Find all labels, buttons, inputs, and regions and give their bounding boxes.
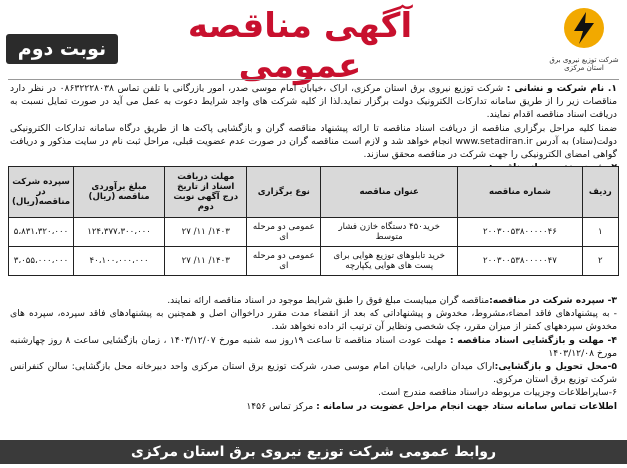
page-title: آگهی مناقصه عمومی <box>187 6 413 86</box>
other-info-paragraph: ۶-سایراطلاعات وجزییات مربوطه دراسناد مناقصه مندرج است. <box>378 387 617 399</box>
table-row <box>9 247 619 276</box>
cell-row: ۲ <box>582 247 618 276</box>
cell-deposit: ۵،۸۳۱،۳۲۰،۰۰۰ <box>9 218 74 247</box>
intro-section <box>10 82 617 174</box>
cell-row: ۱ <box>582 218 618 247</box>
col-estimate: مبلغ برآوردی مناقصه (ریال) <box>74 167 165 218</box>
header <box>0 0 627 86</box>
cell-tender-number: ۲۰۰۳۰۰۵۳۸۰۰۰۰۰۴۷ <box>458 247 583 276</box>
rejection-paragraph: - به پیشنهادهای فاقد امضاء،مشروط، مخدوش و پیشنهاداتی که بعد از انقضاء مدت مقرر دراخواان اصل و همچنین به پیشنهادهای فاقد سپرده، سپرده های مخدوش سپردههای کمتر از میزان مقرر، چک شخصی ونظایر آن ترتیب اثر داده نخواهد شد. <box>10 308 617 333</box>
contact-paragraph <box>10 400 617 413</box>
col-deposit: سپرده شرکت در مناقصه(ریال) <box>9 167 74 218</box>
company-label: ۱. نام شرکت و نشانی : <box>506 83 617 94</box>
col-deadline: مهلت دریافت اسناد از تاریخ درج آگهی نوبت دوم <box>165 167 247 218</box>
cell-title: خرید تابلوهای توزیع هوایی برای پست های هوایی یکپارچه <box>321 247 458 276</box>
cell-estimate: ۱۲۴،۳۷۷،۳۰۰،۰۰۰ <box>74 218 165 247</box>
deadline-label: ۴- مهلت و بازگشایی اسناد مناقصه : <box>449 334 617 346</box>
col-title: عنوان مناقصه <box>321 167 458 218</box>
col-tender-number: شماره مناقصه <box>458 167 583 218</box>
logo-caption: شرکت توزیع نیروی برق استان مرکزی <box>549 56 619 72</box>
company-text: شرکت توزیع نیروی برق استان مرکزی، اراک ،خیابان امام موسی صدر، امور بازرگانی با تلفن تماس ۰۸۶۳۲۲۲۸۰۳۸ در نظر دارد مناقصات زیر را از طریق سامانه تدارکات الکترونیک دولت برگزار نماید.لذا از کلیه شرکت های واجد شرایط دعوت به عمل می آید در صورت تمایل نسبت به دریافت اسناد مناقصه اقدام نمایند. <box>10 83 617 121</box>
deadline-paragraph <box>10 334 617 360</box>
col-type: نوع برگزاری <box>247 167 321 218</box>
location-label: ۵-محل تحویل و بازگشایی: <box>494 361 617 373</box>
company-paragraph <box>10 82 617 122</box>
col-row: ردیف <box>582 167 618 218</box>
electricity-utility-logo-icon <box>562 6 606 50</box>
table-header-row <box>9 167 619 218</box>
deadline-text: مهلت عودت اسناد مناقصه تا ساعت ۱۹روز سه شنبه مورخ ۱۴۰۳/۱۲/۰۷ ، زمان بازگشایی ساعت ۸ روز چهارشنبه مورخ ۱۴۰۳/۱۲/۰۸ <box>10 334 617 359</box>
deposit-paragraph <box>10 294 617 307</box>
cell-estimate: ۴۰،۱۰۰،۰۰۰،۰۰۰ <box>74 247 165 276</box>
cell-type: عمومی دو مرحله ای <box>247 218 321 247</box>
contact-label: اطلاعات تماس سامانه ستاد جهت انجام مراحل عضویت در سامانه : <box>316 400 617 412</box>
contact-text: مرکز تماس ۱۴۵۶ <box>246 400 317 412</box>
cell-title: خرید۴۵۰ دستگاه خازن فشار متوسط <box>321 218 458 247</box>
conditions-section <box>10 294 617 413</box>
procedure-paragraph: ضمنا کلیه مراحل برگزاری مناقصه از دریافت اسناد مناقصه تا ارائه پیشنهاد مناقصه گران و بازگشایی پاکت ها از طریق درگاه سامانه تدارکات الکترونیکی دولت(ستاد) به آدرس www.setadiran.ir انجام خواهد شد و لازم است مناقصه گران در صورت عدم عضویت قبلی، مراحل ثبت نام در سایت مذکور و دریافت گواهی امضای الکترونیکی را جهت شرکت در مناقصه محقق سازند. <box>10 122 618 161</box>
tender-table <box>8 166 619 276</box>
cell-deadline: ۱۴۰۳/ ۱۱/ ۲۷ <box>165 218 247 247</box>
header-divider <box>8 79 619 80</box>
cell-tender-number: ۲۰۰۳۰۰۵۳۸۰۰۰۰۰۴۶ <box>458 218 583 247</box>
deposit-text: مناقصه گران میبایست مبلغ فوق را طبق شرایط موجود در اسناد مناقصه ارائه نمایند. <box>167 295 490 306</box>
logo <box>549 6 619 76</box>
location-text: اراک میدان دارایی، خیابان امام موسی صدر، شرکت توزیع برق استان مرکزی واحد دبیرخانه محل بازگشایی: سالن کنفرانس شرکت توزیع برق استان مرکزی. <box>10 361 617 386</box>
cell-deposit: ۳،۰۵۵،۰۰۰،۰۰۰ <box>9 247 74 276</box>
round-badge: نوبت دوم <box>6 34 118 64</box>
footer-banner: روابط عمومی شرکت توزیع نیروی برق استان مرکزی <box>0 440 627 464</box>
table-row <box>9 218 619 247</box>
cell-deadline: ۱۴۰۳/ ۱۱/ ۲۷ <box>165 247 247 276</box>
deposit-label: ۳- سپرده شرکت در مناقصه: <box>489 295 617 306</box>
location-paragraph <box>10 360 617 386</box>
cell-type: عمومی دو مرحله ای <box>247 247 321 276</box>
